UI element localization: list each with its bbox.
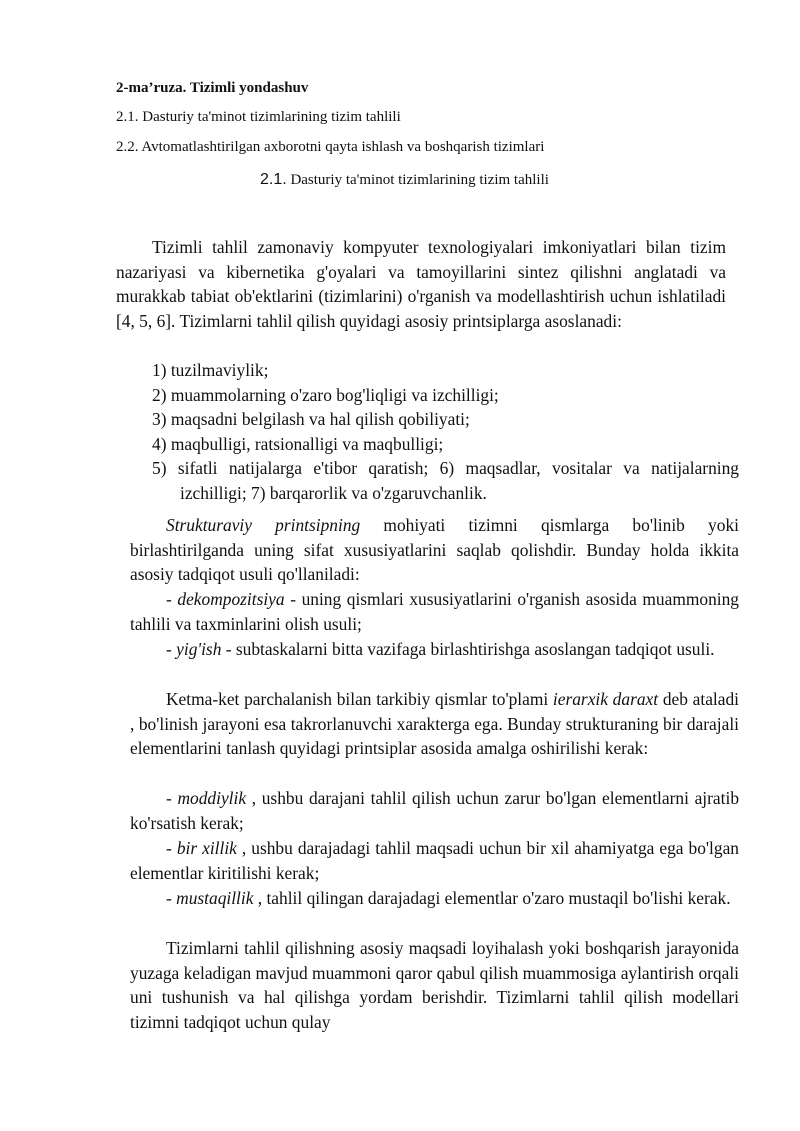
method-assembly <box>130 637 739 662</box>
principles-list <box>152 358 739 506</box>
rule-independence <box>130 886 739 911</box>
dash: - <box>166 788 178 808</box>
uniformity-term: bir xillik <box>176 838 237 858</box>
rule-uniformity <box>130 836 739 885</box>
dash: - <box>166 639 177 659</box>
structural-term: Strukturaviy printsipning <box>166 515 361 535</box>
assembly-text: - subtaskalarni bitta vazifaga birlashtirishga asoslangan tadqiqot usuli. <box>221 639 715 659</box>
structural-principle-paragraph <box>130 513 739 587</box>
independence-term: mustaqillik <box>176 888 254 908</box>
topic-2: 2.2. Avtomatlashtirilgan axborotni qayta ishlash va boshqarish tizimlari <box>116 139 545 155</box>
decomposition-text: - uning qismlari xususiyatlarini o'rganish asosida muammoning tahlili va taxminlarini olish usuli; <box>130 589 739 634</box>
list-item: 3) maqsadni belgilash va hal qilish qobiliyati; <box>152 409 470 430</box>
rule-materiality <box>130 786 739 835</box>
list-item: 2) muammolarning o'zaro bog'liqligi va izchilligi; <box>152 384 499 405</box>
uniformity-text: , ushbu darajadagi tahlil maqsadi uchun bir xil ahamiyatga ega bo'lgan elementlar kiritilishi kerak; <box>130 838 739 883</box>
hierarchy-text-after: deb ataladi , bo'linish jarayoni esa takrorlanuvchi xarakterga ega. Bunday strukturaning bir darajali elementlarini tanlash quyidagi printsiplar asosida amalga oshirilishi kerak: <box>130 689 739 759</box>
method-decomposition <box>130 587 739 636</box>
list-item: 4) maqbulligi, ratsionalligi va maqbulligi; <box>152 433 444 454</box>
materiality-text: , ushbu darajani tahlil qilish uchun zarur bo'lgan elementlarni ajratib ko'rsatish kerak; <box>130 788 740 833</box>
hierarchy-paragraph <box>130 687 739 761</box>
independence-text: , tahlil qilingan darajadagi elementlar o'zaro mustaqil bo'lishi kerak. <box>253 888 731 908</box>
assembly-term: yig'ish <box>176 639 222 659</box>
dash: - <box>166 838 177 858</box>
dash: - <box>166 589 178 609</box>
hierarchy-term: ierarxik daraxt <box>552 689 659 709</box>
materiality-term: moddiylik <box>177 788 247 808</box>
section-title: Dasturiy ta'minot tizimlarining tizim tahlili <box>290 172 549 188</box>
section-heading <box>260 170 549 190</box>
dash: - <box>166 888 177 908</box>
structural-text: mohiyati tizimni qismlarga bo'linib yoki birlashtirilganda uning sifat xususiyatlarini saqlab qolishdir. Bunday holda ikkita asosiy tadqiqot usuli qo'llaniladi: <box>130 515 739 585</box>
topic-1: 2.1. Dasturiy ta'minot tizimlarining tizim tahlili <box>116 109 401 125</box>
decomposition-term: dekompozitsiya <box>177 589 285 609</box>
section-number: 2.1. <box>260 171 287 188</box>
list-item: 5) sifatli natijalarga e'tibor qaratish; 6) maqsadlar, vositalar va natijalarning izchilligi; 7) barqarorlik va o'zgaruvchanlik. <box>152 458 739 503</box>
intro-paragraph: Tizimli tahlil zamonaviy kompyuter texnologiyalari imkoniyatlari bilan tizim nazariyasi va kibernetika g'oyalari va tamoyillarini sintez qilishni anglatadi va murakkab tabiat ob'ektlarini (tizimlarini) o'rganish va modellashtirish uchun ishlatiladi [4, 5, 6]. Tizimlarni tahlil qilish quyidagi asosiy printsiplarga asoslanadi: <box>116 237 726 331</box>
list-item: 1) tuzilmaviylik; <box>152 360 269 380</box>
lecture-title: 2-ma’ruza. Tizimli yondashuv <box>116 80 309 96</box>
hierarchy-text-before: Ketma-ket parchalanish bilan tarkibiy qismlar to'plami <box>166 689 553 709</box>
final-paragraph: Tizimlarni tahlil qilishning asosiy maqsadi loyihalash yoki boshqarish jarayonida yuzaga keladigan mavjud muammoni qaror qabul qilish muammosiga aylantirish orqali uni tushunish va hal qilishga yordam berishdir. Tizimlarni tahlil qilish modellari tizimni tadqiqot uchun qulay <box>130 938 740 1032</box>
